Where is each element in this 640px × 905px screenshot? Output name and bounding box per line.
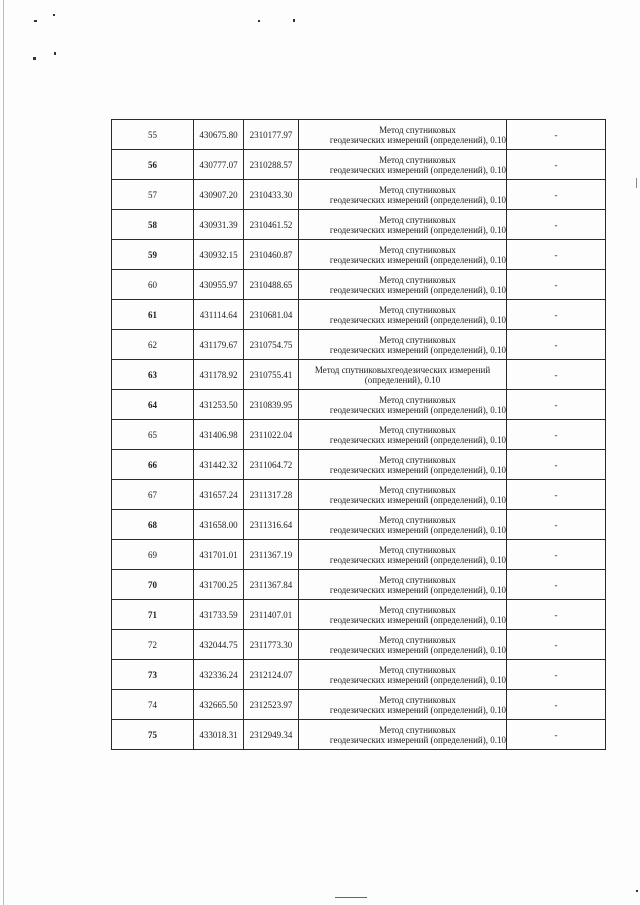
method-line-2: геодезических измерений (определений), 0.10 bbox=[329, 704, 506, 715]
coordinate-y: 2310433.30 bbox=[244, 180, 299, 210]
method-line-2: геодезических измерений (определений), 0.10 bbox=[329, 614, 506, 625]
coordinate-x: 430675.80 bbox=[194, 120, 244, 150]
method-line-2: геодезических измерений (определений), 0.10 bbox=[329, 434, 506, 445]
scan-speck bbox=[33, 57, 36, 60]
coordinate-y: 2311407.01 bbox=[244, 600, 299, 630]
table-row bbox=[112, 720, 606, 750]
note-cell: - bbox=[507, 240, 606, 270]
method-line-2: геодезических измерений (определений), 0.10 bbox=[329, 554, 506, 565]
method-cell bbox=[299, 690, 507, 720]
note-cell: - bbox=[507, 720, 606, 750]
coordinate-y: 2312523.97 bbox=[244, 690, 299, 720]
method-line-1: Метод спутниковых bbox=[379, 724, 456, 735]
method-cell bbox=[299, 150, 507, 180]
method-cell bbox=[299, 720, 507, 750]
method-line-2: геодезических измерений (определений), 0.10 bbox=[329, 164, 506, 175]
method-line-1: Метод спутниковых bbox=[379, 424, 456, 435]
coordinate-y: 2310288.57 bbox=[244, 150, 299, 180]
method-cell bbox=[299, 180, 507, 210]
table-row bbox=[112, 690, 606, 720]
point-number: 69 bbox=[112, 540, 194, 570]
note-cell: - bbox=[507, 360, 606, 390]
method-line-1: Метод спутниковых bbox=[379, 694, 456, 705]
method-line-2: геодезических измерений (определений), 0.10 bbox=[329, 194, 506, 205]
point-number: 73 bbox=[112, 660, 194, 690]
scan-speck bbox=[53, 14, 55, 16]
point-number: 62 bbox=[112, 330, 194, 360]
method-line-2: геодезических измерений (определений), 0.10 bbox=[329, 584, 506, 595]
note-cell: - bbox=[507, 120, 606, 150]
method-line-1: Метод спутниковых bbox=[379, 184, 456, 195]
point-number: 59 bbox=[112, 240, 194, 270]
method-cell bbox=[299, 120, 507, 150]
method-cell bbox=[299, 300, 507, 330]
coordinate-x: 433018.31 bbox=[194, 720, 244, 750]
note-cell: - bbox=[507, 540, 606, 570]
table-row bbox=[112, 420, 606, 450]
method-line-2: геодезических измерений (определений), 0.10 bbox=[329, 494, 506, 505]
coordinate-x: 432665.50 bbox=[194, 690, 244, 720]
table-row bbox=[112, 180, 606, 210]
coordinate-y: 2311367.19 bbox=[244, 540, 299, 570]
coordinate-x: 430907.20 bbox=[194, 180, 244, 210]
note-cell: - bbox=[507, 480, 606, 510]
note-cell: - bbox=[507, 570, 606, 600]
coordinate-x: 430777.07 bbox=[194, 150, 244, 180]
method-cell bbox=[299, 450, 507, 480]
method-line-1: Метод спутниковых bbox=[379, 664, 456, 675]
method-line-1: Метод спутниковых bbox=[379, 154, 456, 165]
coordinate-x: 431700.25 bbox=[194, 570, 244, 600]
scan-speck bbox=[636, 890, 638, 892]
scan-speck bbox=[293, 19, 295, 22]
coordinate-x: 431178.92 bbox=[194, 360, 244, 390]
note-cell: - bbox=[507, 630, 606, 660]
note-cell: - bbox=[507, 450, 606, 480]
note-cell: - bbox=[507, 390, 606, 420]
method-line-2: геодезических измерений (определений), 0.10 bbox=[329, 134, 506, 145]
coordinate-x: 431658.00 bbox=[194, 510, 244, 540]
method-line-2: геодезических измерений (определений), 0.10 bbox=[329, 524, 506, 535]
coordinate-y: 2311064.72 bbox=[244, 450, 299, 480]
coordinate-y: 2310839.95 bbox=[244, 390, 299, 420]
method-line-2: геодезических измерений (определений), 0.10 bbox=[329, 314, 506, 325]
method-cell bbox=[299, 330, 507, 360]
coordinate-x: 431701.01 bbox=[194, 540, 244, 570]
method-cell bbox=[299, 420, 507, 450]
method-line-1: Метод спутниковых bbox=[379, 484, 456, 495]
method-line-1: Метод спутниковых bbox=[379, 634, 456, 645]
method-cell bbox=[299, 510, 507, 540]
note-cell: - bbox=[507, 210, 606, 240]
point-number: 74 bbox=[112, 690, 194, 720]
note-cell: - bbox=[507, 270, 606, 300]
coordinate-y: 2311317.28 bbox=[244, 480, 299, 510]
coordinate-y: 2310460.87 bbox=[244, 240, 299, 270]
method-cell bbox=[299, 240, 507, 270]
coordinate-x: 431179.67 bbox=[194, 330, 244, 360]
coordinate-x: 432336.24 bbox=[194, 660, 244, 690]
point-number: 70 bbox=[112, 570, 194, 600]
scan-speck bbox=[258, 20, 260, 22]
coordinate-x: 431733.59 bbox=[194, 600, 244, 630]
coordinate-x: 430955.97 bbox=[194, 270, 244, 300]
table-row bbox=[112, 240, 606, 270]
coordinate-y: 2311367.84 bbox=[244, 570, 299, 600]
table-row bbox=[112, 330, 606, 360]
coordinates-table-body bbox=[112, 120, 606, 750]
method-line-1: Метод спутниковых bbox=[379, 124, 456, 135]
table-row bbox=[112, 540, 606, 570]
table-row bbox=[112, 600, 606, 630]
coordinate-y: 2310755.41 bbox=[244, 360, 299, 390]
table-row bbox=[112, 390, 606, 420]
method-line-2: (определений), 0.10 bbox=[364, 374, 441, 385]
method-cell bbox=[299, 630, 507, 660]
method-line-2: геодезических измерений (определений), 0.10 bbox=[329, 254, 506, 265]
method-line-1: Метод спутниковых bbox=[379, 454, 456, 465]
point-number: 61 bbox=[112, 300, 194, 330]
method-cell bbox=[299, 540, 507, 570]
method-line-2: геодезических измерений (определений), 0.10 bbox=[329, 464, 506, 475]
method-cell bbox=[299, 480, 507, 510]
method-line-2: геодезических измерений (определений), 0.10 bbox=[329, 404, 506, 415]
point-number: 55 bbox=[112, 120, 194, 150]
point-number: 60 bbox=[112, 270, 194, 300]
coordinate-x: 431442.32 bbox=[194, 450, 244, 480]
note-cell: - bbox=[507, 330, 606, 360]
method-line-1: Метод спутниковых bbox=[379, 334, 456, 345]
method-line-1: Метод спутниковых bbox=[379, 574, 456, 585]
method-line-1: Метод спутниковых bbox=[379, 394, 456, 405]
method-cell bbox=[299, 570, 507, 600]
coordinate-y: 2310177.97 bbox=[244, 120, 299, 150]
note-cell: - bbox=[507, 660, 606, 690]
method-line-1: Метод спутниковых bbox=[379, 244, 456, 255]
coordinates-table bbox=[111, 119, 606, 750]
point-number: 64 bbox=[112, 390, 194, 420]
table-row bbox=[112, 210, 606, 240]
point-number: 72 bbox=[112, 630, 194, 660]
coordinate-y: 2310754.75 bbox=[244, 330, 299, 360]
method-line-2: геодезических измерений (определений), 0.10 bbox=[329, 344, 506, 355]
method-line-2: геодезических измерений (определений), 0.10 bbox=[329, 674, 506, 685]
method-line-2: геодезических измерений (определений), 0.10 bbox=[329, 284, 506, 295]
method-line-1: Метод спутниковых bbox=[379, 514, 456, 525]
point-number: 71 bbox=[112, 600, 194, 630]
coordinate-x: 430931.39 bbox=[194, 210, 244, 240]
coordinate-y: 2310488.65 bbox=[244, 270, 299, 300]
method-line-2: геодезических измерений (определений), 0.10 bbox=[329, 224, 506, 235]
scan-left-edge bbox=[3, 0, 4, 905]
method-line-1: Метод спутниковых bbox=[379, 214, 456, 225]
coordinate-x: 431114.64 bbox=[194, 300, 244, 330]
method-line-1: Метод спутниковых bbox=[379, 274, 456, 285]
method-cell bbox=[299, 360, 507, 390]
coordinate-y: 2311022.04 bbox=[244, 420, 299, 450]
note-cell: - bbox=[507, 180, 606, 210]
coordinate-y: 2312124.07 bbox=[244, 660, 299, 690]
note-cell: - bbox=[507, 150, 606, 180]
scan-speck bbox=[34, 20, 37, 22]
scan-dash bbox=[335, 897, 367, 898]
coordinate-y: 2310461.52 bbox=[244, 210, 299, 240]
table-row bbox=[112, 360, 606, 390]
point-number: 66 bbox=[112, 450, 194, 480]
method-line-1: Метод спутниковых bbox=[379, 304, 456, 315]
method-line-1: Метод спутниковых bbox=[379, 544, 456, 555]
table-row bbox=[112, 150, 606, 180]
table-row bbox=[112, 480, 606, 510]
coordinate-x: 432044.75 bbox=[194, 630, 244, 660]
method-line-2: геодезических измерений (определений), 0.10 bbox=[329, 644, 506, 655]
coordinate-y: 2310681.04 bbox=[244, 300, 299, 330]
note-cell: - bbox=[507, 420, 606, 450]
coordinate-x: 430932.15 bbox=[194, 240, 244, 270]
table-row bbox=[112, 300, 606, 330]
coordinate-x: 431406.98 bbox=[194, 420, 244, 450]
note-cell: - bbox=[507, 300, 606, 330]
scan-speck bbox=[636, 178, 637, 188]
method-line-1: Метод спутниковыхгеодезических измерений bbox=[314, 364, 491, 375]
point-number: 65 bbox=[112, 420, 194, 450]
table-row bbox=[112, 510, 606, 540]
point-number: 67 bbox=[112, 480, 194, 510]
coordinate-y: 2312949.34 bbox=[244, 720, 299, 750]
note-cell: - bbox=[507, 600, 606, 630]
coordinate-x: 431253.50 bbox=[194, 390, 244, 420]
note-cell: - bbox=[507, 510, 606, 540]
scan-speck bbox=[54, 52, 56, 55]
point-number: 75 bbox=[112, 720, 194, 750]
table-row bbox=[112, 570, 606, 600]
method-line-1: Метод спутниковых bbox=[379, 604, 456, 615]
method-cell bbox=[299, 390, 507, 420]
table-row bbox=[112, 120, 606, 150]
method-cell bbox=[299, 210, 507, 240]
table-row bbox=[112, 630, 606, 660]
table-row bbox=[112, 270, 606, 300]
method-cell bbox=[299, 270, 507, 300]
table-row bbox=[112, 660, 606, 690]
point-number: 56 bbox=[112, 150, 194, 180]
method-cell bbox=[299, 600, 507, 630]
point-number: 63 bbox=[112, 360, 194, 390]
point-number: 57 bbox=[112, 180, 194, 210]
point-number: 58 bbox=[112, 210, 194, 240]
point-number: 68 bbox=[112, 510, 194, 540]
method-line-2: геодезических измерений (определений), 0.10 bbox=[329, 734, 506, 745]
coordinate-y: 2311316.64 bbox=[244, 510, 299, 540]
coordinate-x: 431657.24 bbox=[194, 480, 244, 510]
note-cell: - bbox=[507, 690, 606, 720]
coordinate-y: 2311773.30 bbox=[244, 630, 299, 660]
table-row bbox=[112, 450, 606, 480]
method-cell bbox=[299, 660, 507, 690]
